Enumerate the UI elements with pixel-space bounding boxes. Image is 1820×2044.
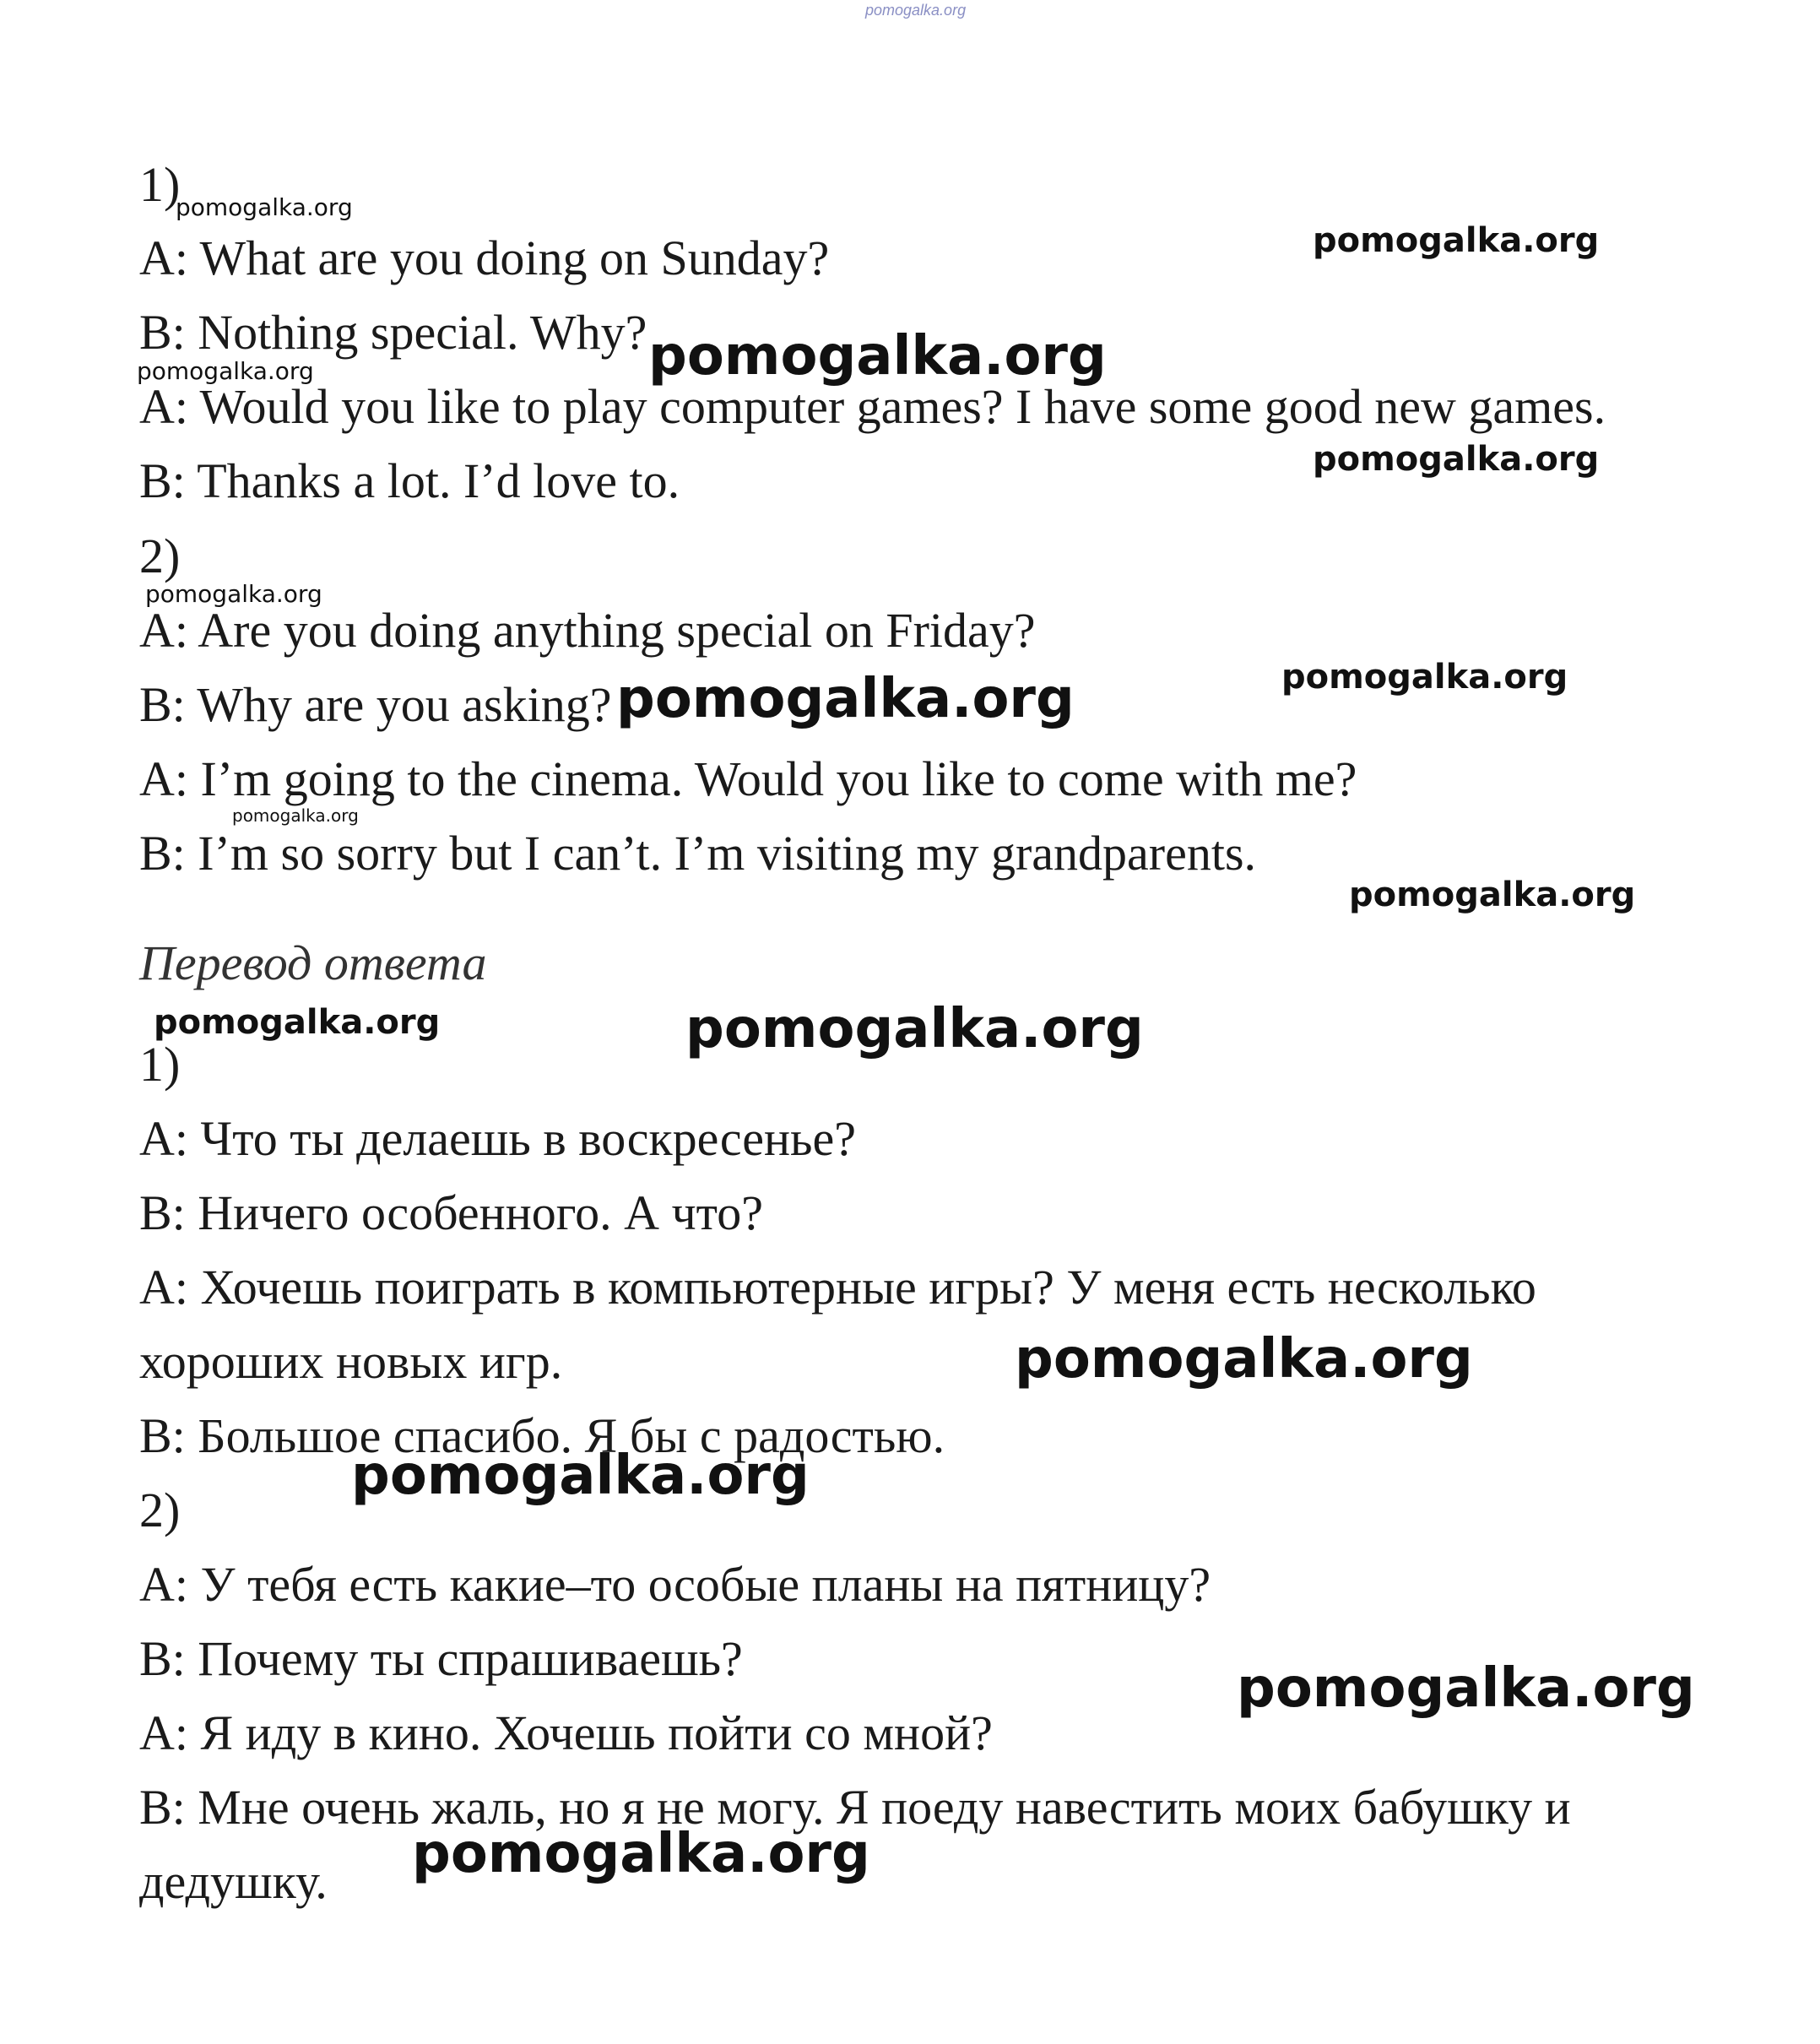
dialogue-line: A: What are you doing on Sunday?	[139, 230, 830, 285]
watermark: pomogalka.org	[1281, 658, 1568, 697]
watermark: pomogalka.org	[1313, 440, 1600, 479]
dialogue-line: B: Nothing special. Why?	[139, 305, 647, 360]
watermark: pomogalka.org	[232, 805, 359, 826]
watermark: pomogalka.org	[1237, 1657, 1695, 1720]
watermark: pomogalka.org	[616, 668, 1075, 730]
watermark: pomogalka.org	[351, 1445, 810, 1507]
watermark: pomogalka.org	[154, 1003, 441, 1042]
translation-line: A: Что ты делаешь в воскресенье?	[139, 1111, 856, 1166]
top-watermark: pomogalka.org	[865, 2, 967, 19]
translation-line: A: Я иду в кино. Хочешь пойти со мной?	[139, 1705, 993, 1760]
dialogue-line: A: Are you doing anything special on Friday?	[139, 603, 1036, 658]
translation-line: дедушку.	[139, 1854, 328, 1909]
watermark: pomogalka.org	[176, 193, 353, 221]
watermark: pomogalka.org	[145, 580, 322, 608]
translation-line: хороших новых игр.	[139, 1334, 563, 1389]
section2-number: 2)	[139, 529, 181, 583]
translation-section2-number: 2)	[139, 1483, 181, 1537]
watermark: pomogalka.org	[1349, 876, 1636, 914]
translation-heading: Перевод ответа	[139, 935, 487, 990]
translation-line: B: Большое спасибо. Я бы с радостью.	[139, 1408, 945, 1463]
watermark: pomogalka.org	[1313, 221, 1600, 260]
dialogue-line: B: Thanks a lot. I’d love to.	[139, 453, 680, 508]
dialogue-line: B: I’m so sorry but I can’t. I’m visiting my grandparents.	[139, 826, 1257, 881]
translation-line: B: Ничего особенного. А что?	[139, 1185, 763, 1240]
dialogue-line: A: Would you like to play computer games? I have some good new games.	[139, 379, 1606, 434]
section1-number: 1)	[139, 157, 181, 212]
translation-line: B: Мне очень жаль, но я не могу. Я поеду навестить моих бабушку и	[139, 1780, 1571, 1835]
watermark: pomogalka.org	[648, 325, 1107, 388]
translation-section1-number: 1)	[139, 1037, 181, 1092]
translation-line: B: Почему ты спрашиваешь?	[139, 1631, 743, 1686]
dialogue-line: B: Why are you asking?	[139, 677, 612, 732]
watermark: pomogalka.org	[137, 357, 314, 385]
translation-line: A: У тебя есть какие–то особые планы на пятницу?	[139, 1557, 1211, 1612]
watermark: pomogalka.org	[685, 998, 1144, 1060]
translation-line: A: Хочешь поиграть в компьютерные игры? У меня есть несколько	[139, 1260, 1536, 1315]
watermark: pomogalka.org	[412, 1823, 870, 1885]
watermark: pomogalka.org	[1015, 1328, 1473, 1391]
dialogue-line: A: I’m going to the cinema. Would you like to come with me?	[139, 751, 1357, 806]
